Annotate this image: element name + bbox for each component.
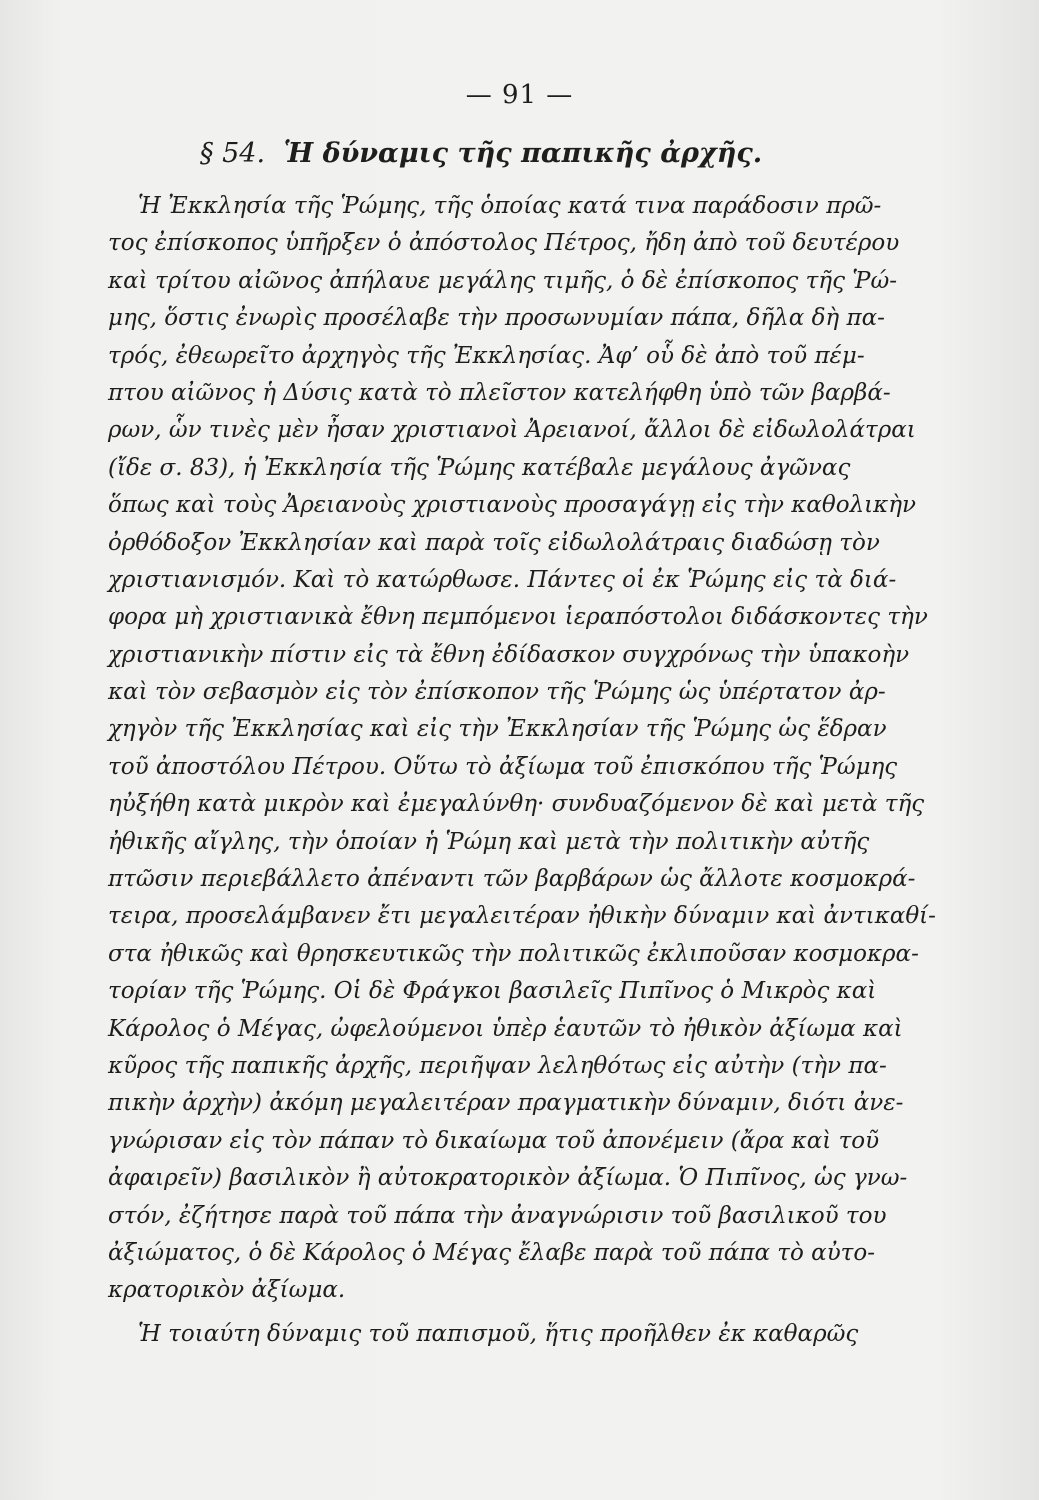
text-line: χριστιανικὴν πίστιν εἰς τὰ ἔθνη ἐδίδασκον συγχρόνως τὴν ὑπακοὴν [108, 641, 910, 668]
text-line: φορα μὴ χριστιανικὰ ἔθνη πεμπόμενοι ἱεραπόστολοι διδάσκοντες τὴν [108, 604, 928, 631]
text-line: (ἴδε σ. 83), ἡ Ἐκκλησία τῆς Ῥώμης κατέβαλε μεγάλους ἀγῶνας [108, 454, 851, 481]
text-line: πτου αἰῶνος ἡ Δύσις κατὰ τὸ πλεῖστον κατελήφθη ὑπὸ τῶν βαρβά- [108, 379, 891, 406]
section-title: Ἡ δύναμις τῆς παπικῆς ἀρχῆς. [283, 138, 763, 169]
text-line: τρός, ἐθεωρεῖτο ἀρχηγὸς τῆς Ἐκκλησίας. Ἀφ’ οὗ δὲ ἀπὸ τοῦ πέμ- [108, 342, 865, 369]
text-line: ἀφαιρεῖν) βασιλικὸν ἢ αὐτοκρατορικὸν ἀξίωμα. Ὁ Πιπῖνος, ὡς γνω- [108, 1165, 908, 1192]
paragraph-2 [108, 1316, 859, 1353]
text-line: ἀξιώματος, ὁ δὲ Κάρολος ὁ Μέγας ἔλαβε παρὰ τοῦ πάπα τὸ αὐτο- [108, 1239, 876, 1266]
page-number: — 91 — [465, 80, 574, 110]
text-line: ἠθικῆς αἴγλης, τὴν ὁποίαν ἡ Ῥώμη καὶ μετὰ τὴν πολιτικὴν αὐτῆς [108, 828, 870, 855]
text-line: τοῦ ἀποστόλου Πέτρου. Οὕτω τὸ ἀξίωμα τοῦ ἐπισκόπου τῆς Ῥώμης [108, 753, 898, 780]
text-line: Κάρολος ὁ Μέγας, ὠφελούμενοι ὑπὲρ ἑαυτῶν τὸ ἠθικὸν ἀξίωμα καὶ [108, 1015, 903, 1042]
text-line: ὀρθόδοξον Ἐκκλησίαν καὶ παρὰ τοῖς εἰδωλολάτραις διαδώσῃ τὸν [108, 529, 880, 556]
text-line: καὶ τρίτου αἰῶνος ἀπήλαυε μεγάλης τιμῆς, ὁ δὲ ἐπίσκοπος τῆς Ῥώ- [108, 267, 897, 294]
text-line: καὶ τὸν σεβασμὸν εἰς τὸν ἐπίσκοπον τῆς Ῥώμης ὡς ὑπέρτατον ἀρ- [108, 679, 886, 706]
text-line: Ἡ τοιαύτη δύναμις τοῦ παπισμοῦ, ἥτις προῆλθεν ἐκ καθαρῶς [138, 1320, 859, 1347]
paragraph-1 [108, 188, 936, 1310]
text-line: τορίαν τῆς Ῥώμης. Οἱ δὲ Φράγκοι βασιλεῖς Πιπῖνος ὁ Μικρὸς καὶ [108, 978, 877, 1005]
text-line: ὅπως καὶ τοὺς Ἀρειανοὺς χριστιανοὺς προσαγάγῃ εἰς τὴν καθολικὴν [108, 492, 917, 519]
text-line: στόν, ἐζήτησε παρὰ τοῦ πάπα τὴν ἀναγνώρισιν τοῦ βασιλικοῦ του [108, 1202, 887, 1229]
text-line: πτῶσιν περιεβάλλετο ἀπέναντι τῶν βαρβάρων ὡς ἄλλοτε κοσμοκρά- [108, 866, 916, 893]
text-line: χριστιανισμόν. Καὶ τὸ κατώρθωσε. Πάντες οἱ ἐκ Ῥώμης εἰς τὰ διά- [108, 566, 897, 593]
text-line: γνώρισαν εἰς τὸν πάπαν τὸ δικαίωμα τοῦ ἀπονέμειν (ἄρα καὶ τοῦ [108, 1127, 880, 1154]
text-line: στα ἠθικῶς καὶ θρησκευτικῶς τὴν πολιτικῶς ἐκλιποῦσαν κοσμοκρα- [108, 940, 919, 967]
text-line: τος ἐπίσκοπος ὑπῆρξεν ὁ ἀπόστολος Πέτρος, ἤδη ἀπὸ τοῦ δευτέρου [108, 230, 900, 257]
body-text [108, 188, 936, 1353]
text-line: τειρα, προσελάμβανεν ἔτι μεγαλειτέραν ἠθικὴν δύναμιν καὶ ἀντικαθί- [108, 903, 936, 930]
text-line: πικὴν ἀρχὴν) ἀκόμη μεγαλειτέραν πραγματικὴν δύναμιν, διότι ἀνε- [108, 1090, 904, 1117]
text-line: χηγὸν τῆς Ἐκκλησίας καὶ εἰς τὴν Ἐκκλησίαν τῆς Ῥώμης ὡς ἕδραν [108, 716, 887, 743]
text-line: ηὐξήθη κατὰ μικρὸν καὶ ἐμεγαλύνθη· συνδυαζόμενον δὲ καὶ μετὰ τῆς [108, 791, 925, 818]
section-heading [200, 138, 762, 169]
text-line: μης, ὅστις ἐνωρὶς προσέλαβε τὴν προσωνυμίαν πάπα, δῆλα δὴ πα- [108, 305, 885, 332]
text-line: Ἡ Ἐκκλησία τῆς Ῥώμης, τῆς ὁποίας κατά τινα παράδοσιν πρῶ- [138, 193, 882, 219]
section-number: § 54. [200, 138, 266, 169]
text-line: κῦρος τῆς παπικῆς ἀρχῆς, περιῆψαν λεληθότως εἰς αὐτὴν (τὴν πα- [108, 1052, 887, 1079]
text-line: κρατορικὸν ἀξίωμα. [108, 1277, 346, 1304]
text-line: ρων, ὧν τινὲς μὲν ἦσαν χριστιανοὶ Ἀρειανοί, ἄλλοι δὲ εἰδωλολάτραι [108, 417, 916, 444]
